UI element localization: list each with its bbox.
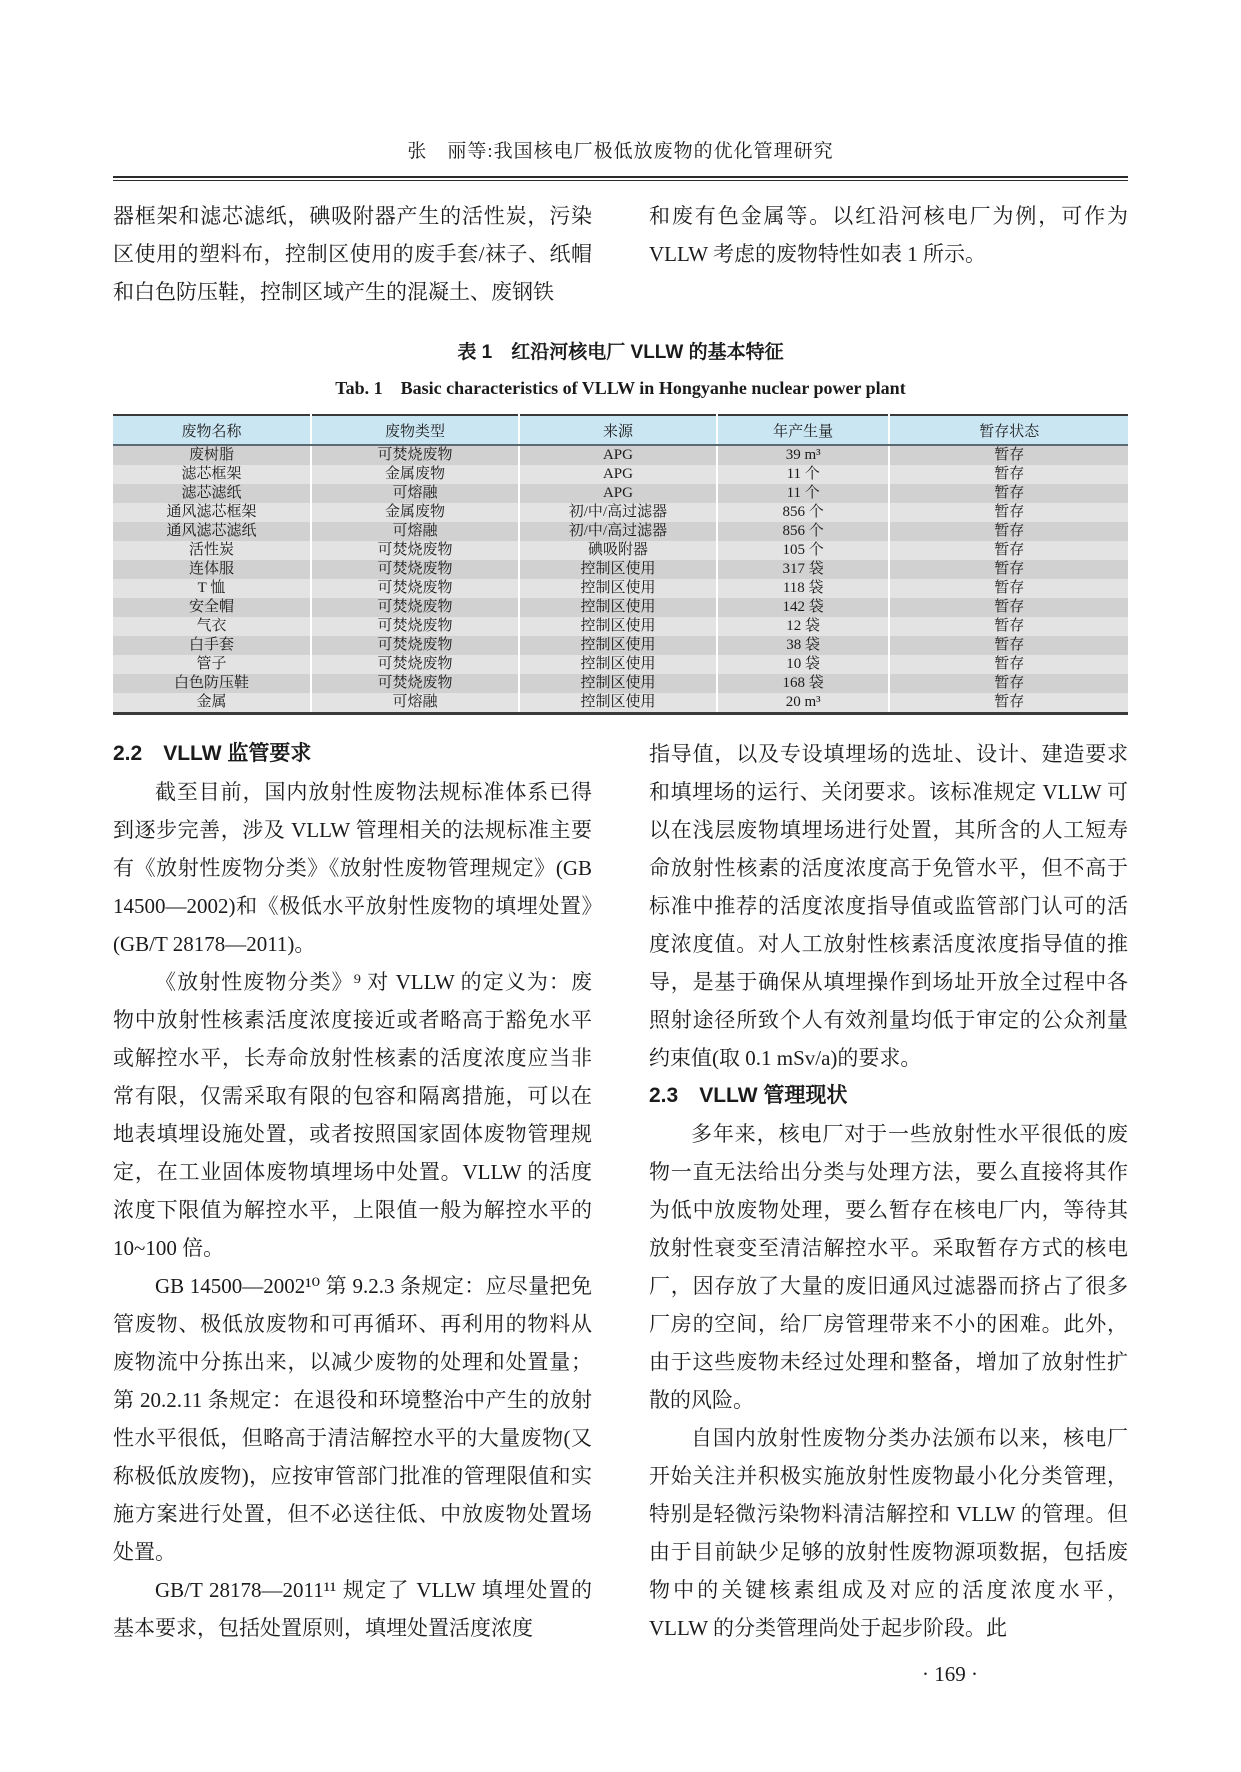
cell-waste-name: 通风滤芯框架 xyxy=(113,503,311,522)
intro-section xyxy=(113,197,1128,311)
cell-waste-type: 可焚烧废物 xyxy=(311,655,519,674)
table-header-annual-amount: 年产生量 xyxy=(717,415,890,445)
table-header-waste-type: 废物类型 xyxy=(311,415,519,445)
cell-waste-type: 可焚烧废物 xyxy=(311,445,519,465)
cell-waste-name: 废树脂 xyxy=(113,445,311,465)
cell-waste-name: 管子 xyxy=(113,655,311,674)
cell-annual-amount: 20 m³ xyxy=(717,693,890,714)
cell-source: 控制区使用 xyxy=(519,693,717,714)
table-row xyxy=(113,445,1128,465)
cell-annual-amount: 38 袋 xyxy=(717,636,890,655)
table-row xyxy=(113,617,1128,636)
paragraph: 《放射性废物分类》⁹ 对 VLLW 的定义为：废物中放射性核素活度浓度接近或者略高于豁免水平或解控水平，长寿命放射性核素的活度浓度应当非常有限，仅需采取有限的包容和隔离措施，可以在地表填埋设施处置，或者按照国家固体废物管理规定，在工业固体废物填埋场中处置。VLLW 的活度浓度下限值为解控水平，上限值一般为解控水平的 10~100 倍。 xyxy=(113,970,592,1260)
table-header-waste-name: 废物名称 xyxy=(113,415,311,445)
section-heading-2-3: 2.3 VLLW 管理现状 xyxy=(649,1084,848,1107)
cell-storage-status: 暂存 xyxy=(889,674,1128,693)
cell-source: APG xyxy=(519,465,717,484)
body-right-column xyxy=(649,735,1128,1693)
cell-source: 控制区使用 xyxy=(519,598,717,617)
cell-storage-status: 暂存 xyxy=(889,560,1128,579)
cell-waste-type: 可熔融 xyxy=(311,484,519,503)
cell-source: APG xyxy=(519,445,717,465)
paragraph: 截至目前，国内放射性废物法规标准体系已得到逐步完善，涉及 VLLW 管理相关的法规标准主要有《放射性废物分类》《放射性废物管理规定》(GB 14500—2002)和《极低水平放射性废物的填埋处置》(GB/T 28178—2011)。 xyxy=(113,780,592,956)
table-caption-zh: 表 1 红沿河核电厂 VLLW 的基本特征 xyxy=(457,342,784,363)
cell-waste-type: 可焚烧废物 xyxy=(311,617,519,636)
paragraph: 自国内放射性废物分类办法颁布以来，核电厂开始关注并积极实施放射性废物最小化分类管理，特别是轻微污染物料清洁解控和 VLLW 的管理。但由于目前缺少足够的放射性废物源项数据，包括废物中的关键核素组成及对应的活度浓度水平，VLLW 的分类管理尚处于起步阶段。此 xyxy=(649,1426,1128,1640)
cell-waste-name: 金属 xyxy=(113,693,311,714)
table-row xyxy=(113,693,1128,714)
cell-waste-type: 可焚烧废物 xyxy=(311,541,519,560)
cell-waste-name: 滤芯滤纸 xyxy=(113,484,311,503)
cell-waste-type: 可焚烧废物 xyxy=(311,674,519,693)
cell-source: 控制区使用 xyxy=(519,579,717,598)
cell-storage-status: 暂存 xyxy=(889,541,1128,560)
cell-annual-amount: 11 个 xyxy=(717,484,890,503)
cell-annual-amount: 118 袋 xyxy=(717,579,890,598)
cell-waste-type: 可焚烧废物 xyxy=(311,560,519,579)
cell-source: 控制区使用 xyxy=(519,655,717,674)
cell-storage-status: 暂存 xyxy=(889,465,1128,484)
cell-source: 控制区使用 xyxy=(519,560,717,579)
cell-storage-status: 暂存 xyxy=(889,693,1128,714)
table-caption-en: Tab. 1 Basic characteristics of VLLW in Hongyanhe nuclear power plant xyxy=(335,378,906,398)
cell-source: 碘吸附器 xyxy=(519,541,717,560)
body-section xyxy=(113,735,1128,1693)
cell-source: 初/中/高过滤器 xyxy=(519,522,717,541)
cell-waste-name: 气衣 xyxy=(113,617,311,636)
table-row xyxy=(113,484,1128,503)
cell-source: 控制区使用 xyxy=(519,636,717,655)
cell-annual-amount: 10 袋 xyxy=(717,655,890,674)
cell-annual-amount: 168 袋 xyxy=(717,674,890,693)
cell-storage-status: 暂存 xyxy=(889,636,1128,655)
cell-waste-name: 安全帽 xyxy=(113,598,311,617)
cell-annual-amount: 11 个 xyxy=(717,465,890,484)
cell-annual-amount: 142 袋 xyxy=(717,598,890,617)
cell-annual-amount: 12 袋 xyxy=(717,617,890,636)
cell-annual-amount: 856 个 xyxy=(717,503,890,522)
cell-source: 控制区使用 xyxy=(519,617,717,636)
paragraph-continuation: 指导值，以及专设填埋场的选址、设计、建造要求和填埋场的运行、关闭要求。该标准规定 VLLW 可以在浅层废物填埋场进行处置，其所含的人工短寿命放射性核素的活度浓度高于免管水平，但不高于标准中推荐的活度浓度指导值或监管部门认可的活度浓度值。对人工放射性核素活度浓度指导值的推导，是基于确保从填埋操作到场址开放全过程中各照射途径所致个人有效剂量均低于审定的公众剂量约束值(取 0.1 mSv/a)的要求。 xyxy=(649,742,1128,1070)
cell-waste-type: 可焚烧废物 xyxy=(311,579,519,598)
cell-waste-name: 滤芯框架 xyxy=(113,465,311,484)
intro-paragraph-right: 和废有色金属等。以红沿河核电厂为例，可作为 VLLW 考虑的废物特性如表 1 所示。 xyxy=(649,204,1128,266)
cell-waste-name: 白色防压鞋 xyxy=(113,674,311,693)
table-row xyxy=(113,674,1128,693)
cell-storage-status: 暂存 xyxy=(889,579,1128,598)
cell-storage-status: 暂存 xyxy=(889,655,1128,674)
cell-waste-name: 通风滤芯滤纸 xyxy=(113,522,311,541)
table-row xyxy=(113,636,1128,655)
section-heading-2-2: 2.2 VLLW 监管要求 xyxy=(113,742,312,765)
cell-annual-amount: 105 个 xyxy=(717,541,890,560)
paragraph: GB/T 28178—2011¹¹ 规定了 VLLW 填埋处置的基本要求，包括处置原则，填埋处置活度浓度 xyxy=(113,1578,592,1640)
table-row xyxy=(113,465,1128,484)
cell-storage-status: 暂存 xyxy=(889,503,1128,522)
cell-storage-status: 暂存 xyxy=(889,445,1128,465)
paragraph: GB 14500—2002¹⁰ 第 9.2.3 条规定：应尽量把免管废物、极低放废物和可再循环、再利用的物料从废物流中分拣出来，以减少废物的处理和处置量；第 20.2.11 条规定：在退役和环境整治中产生的放射性水平很低，但略高于清洁解控水平的大量废物(又称极低放废物)，应按审管部门批准的管理限值和实施方案进行处置，但不必送往低、中放废物处置场处置。 xyxy=(113,1274,592,1564)
body-left-column xyxy=(113,735,592,1693)
page-number: · 169 · xyxy=(922,1662,978,1686)
header-rule xyxy=(113,176,1128,181)
intro-left-column xyxy=(113,197,592,311)
running-header: 张 丽等:我国核电厂极低放废物的优化管理研究 xyxy=(407,141,834,162)
cell-annual-amount: 856 个 xyxy=(717,522,890,541)
table-header-storage-status: 暂存状态 xyxy=(889,415,1128,445)
cell-storage-status: 暂存 xyxy=(889,598,1128,617)
cell-source: 初/中/高过滤器 xyxy=(519,503,717,522)
table-row xyxy=(113,560,1128,579)
cell-waste-name: 连体服 xyxy=(113,560,311,579)
table-row xyxy=(113,522,1128,541)
cell-storage-status: 暂存 xyxy=(889,617,1128,636)
cell-storage-status: 暂存 xyxy=(889,522,1128,541)
cell-storage-status: 暂存 xyxy=(889,484,1128,503)
table-header-source: 来源 xyxy=(519,415,717,445)
cell-waste-name: 白手套 xyxy=(113,636,311,655)
vllw-characteristics-table xyxy=(113,414,1128,715)
intro-paragraph-left: 器框架和滤芯滤纸，碘吸附器产生的活性炭，污染区使用的塑料布，控制区使用的废手套/袜子、纸帽和白色防压鞋，控制区域产生的混凝土、废钢铁 xyxy=(113,204,592,304)
cell-waste-type: 可焚烧废物 xyxy=(311,636,519,655)
table-header-row xyxy=(113,415,1128,445)
table-row xyxy=(113,541,1128,560)
paragraph: 多年来，核电厂对于一些放射性水平很低的废物一直无法给出分类与处理方法，要么直接将其作为低中放废物处理，要么暂存在核电厂内，等待其放射性衰变至清洁解控水平。采取暂存方式的核电厂，因存放了大量的废旧通风过滤器而挤占了很多厂房的空间，给厂房管理带来不小的困难。此外，由于这些废物未经过处理和整备，增加了放射性扩散的风险。 xyxy=(649,1122,1128,1412)
table-row xyxy=(113,579,1128,598)
table-row xyxy=(113,598,1128,617)
cell-annual-amount: 317 袋 xyxy=(717,560,890,579)
cell-waste-type: 可熔融 xyxy=(311,693,519,714)
cell-waste-type: 可熔融 xyxy=(311,522,519,541)
cell-source: 控制区使用 xyxy=(519,674,717,693)
cell-waste-name: T 恤 xyxy=(113,579,311,598)
cell-waste-type: 金属废物 xyxy=(311,503,519,522)
table-row xyxy=(113,655,1128,674)
cell-waste-type: 金属废物 xyxy=(311,465,519,484)
cell-source: APG xyxy=(519,484,717,503)
cell-annual-amount: 39 m³ xyxy=(717,445,890,465)
table-body xyxy=(113,445,1128,714)
cell-waste-name: 活性炭 xyxy=(113,541,311,560)
table-row xyxy=(113,503,1128,522)
intro-right-column xyxy=(649,197,1128,311)
cell-waste-type: 可焚烧废物 xyxy=(311,598,519,617)
